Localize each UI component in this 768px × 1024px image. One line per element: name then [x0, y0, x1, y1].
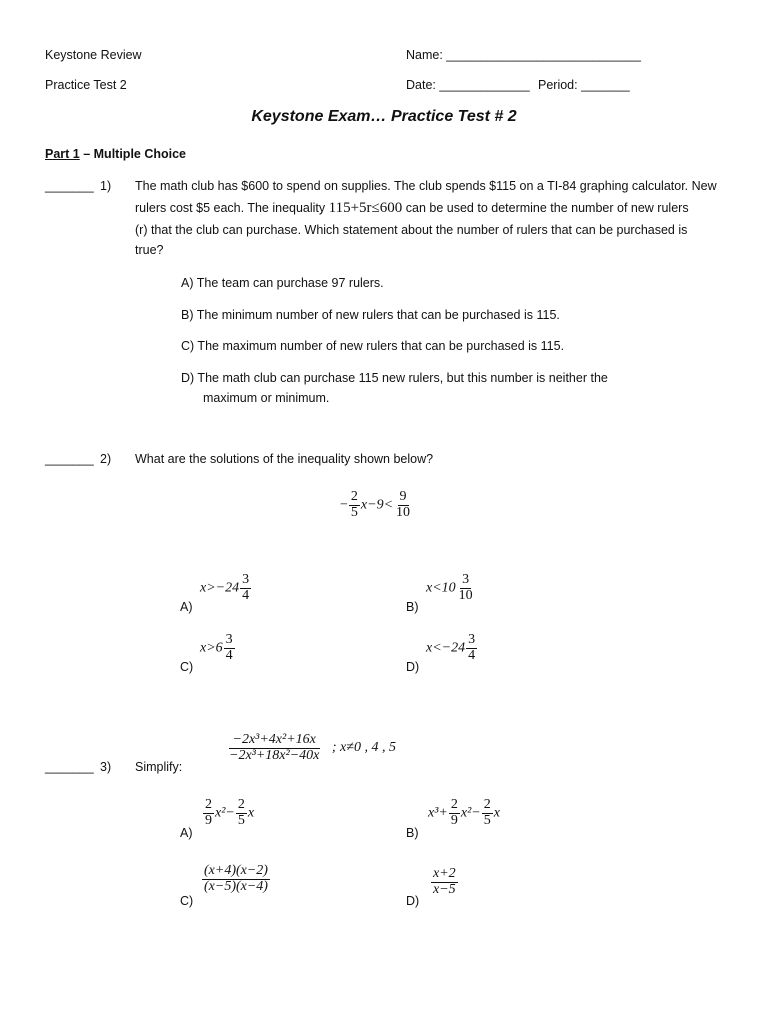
q3-choice-c	[201, 864, 271, 894]
fraction: $\frac{\text{−2x³+4x²+16x}}{\text{−2x³+18x²−40x}}$	[229, 732, 320, 763]
q2-choice-b-label: B)	[406, 600, 419, 614]
period-field: Period: _______	[538, 78, 630, 92]
q3-expression	[226, 733, 396, 763]
q1-inequality: 115+5r≤600	[328, 200, 403, 216]
test-subtitle: Practice Test 2	[45, 78, 127, 92]
q3-choice-c-label: C)	[180, 894, 194, 908]
q2-choice-c-label: C)	[180, 660, 194, 674]
fraction: $\frac{(x+4)(x-2)}{(x-5)(x-4)}$	[204, 863, 268, 894]
q2-choice-c: x>6 $\frac{3}{4}$	[200, 632, 233, 663]
q2-choice-b: x<10 $\frac{3}{10}$	[426, 572, 473, 603]
q3-prompt: Simplify:	[135, 760, 183, 774]
name-field: Name: ____________________________	[406, 48, 641, 62]
fraction: $\frac{2}{9}$	[205, 797, 212, 828]
q1-line-4: true?	[135, 243, 164, 257]
fraction: $\frac{2}{9}$	[450, 797, 458, 828]
q1-line-2-start: rulers cost $5 each. The inequality	[135, 201, 326, 215]
course-title: Keystone Review	[45, 48, 142, 62]
question-number-2: 2)	[100, 452, 112, 466]
fraction: $\frac{3}{4}$	[468, 632, 476, 663]
fraction: $\frac{2}{5}$	[350, 489, 358, 520]
q3-choice-b: x³+ $\frac{2}{9}$ x²− $\frac{2}{5}$ x	[428, 797, 500, 828]
section-heading	[45, 147, 186, 161]
answer-blank-2: _______	[45, 452, 94, 466]
date-field: Date: _____________	[406, 78, 530, 92]
q1-line-2	[135, 200, 689, 217]
fraction: $\frac{3}{4}$	[225, 632, 233, 663]
fraction: $\frac{3}{4}$	[242, 572, 250, 603]
question-number-3: 3)	[100, 760, 112, 774]
q3-choice-d	[430, 867, 459, 897]
question-number-1: 1)	[100, 179, 112, 193]
q2-choice-a: x>−24 $\frac{3}{4}$	[200, 572, 250, 603]
fraction: $\frac{x+2}{x-5}$	[433, 866, 456, 897]
q1-choice-c: C) The maximum number of new rulers that can be purchased is 115.	[181, 339, 565, 353]
page-title: Keystone Exam… Practice Test # 2	[251, 108, 517, 125]
q1-line-3: (r) that the club can purchase. Which statement about the number of rulers that can be purchased is	[135, 223, 688, 237]
answer-blank-1: _______	[45, 179, 94, 193]
q3-choice-b-label: B)	[406, 826, 419, 840]
fraction: $\frac{2}{5}$	[237, 797, 245, 828]
answer-blank-3: _______	[45, 760, 94, 774]
q1-choice-d: D) The math club can purchase 115 new rulers, but this number is neither the	[181, 371, 608, 385]
q2-choice-d-label: D)	[406, 660, 420, 674]
q2-prompt: What are the solutions of the inequality shown below?	[135, 452, 434, 466]
q3-condition: ; x≠0 , 4 , 5	[331, 740, 396, 756]
q2-choice-d: x<−24 $\frac{3}{4}$	[426, 632, 476, 663]
q2-choice-a-label: A)	[180, 600, 193, 614]
fraction: $\frac{3}{10}$	[458, 572, 473, 603]
fraction: $\frac{9}{10}$	[396, 489, 411, 520]
part-description: – Multiple Choice	[79, 147, 187, 161]
q3-choice-a-label: A)	[180, 826, 193, 840]
q1-line-1: The math club has $600 to spend on supplies. The club spends $115 on a TI-84 graphing calculator. New	[135, 179, 717, 193]
fraction: $\frac{2}{5}$	[483, 797, 491, 828]
part-label: Part 1	[45, 147, 80, 161]
q1-choice-d-cont: maximum or minimum.	[203, 391, 330, 405]
q3-choice-a: $\frac{2}{9}$ x²− $\frac{2}{5}$ x	[205, 797, 255, 828]
q3-choice-d-label: D)	[406, 894, 420, 908]
q1-line-2-end: can be used to determine the number of new rulers	[405, 201, 689, 215]
q1-choice-a: A) The team can purchase 97 rulers.	[181, 276, 384, 290]
q2-inequality: − $\frac{2}{5}$ x−9< $\frac{9}{10}$	[340, 489, 411, 520]
q1-choice-b: B) The minimum number of new rulers that can be purchased is 115.	[181, 308, 560, 322]
